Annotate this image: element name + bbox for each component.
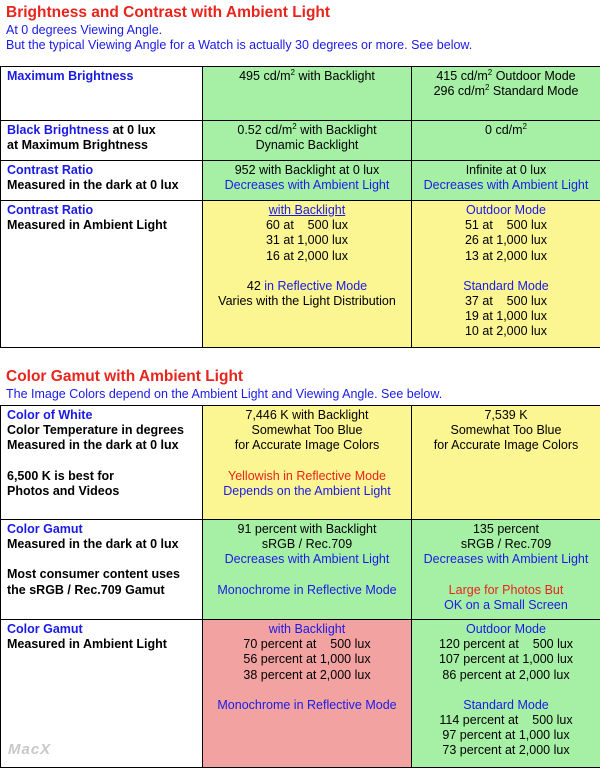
cell-gamut-dark-other xyxy=(412,520,600,620)
cell-line: Monochrome in Reflective Mode xyxy=(217,697,397,712)
cell-line: 86 percent at 2,000 lux xyxy=(442,667,570,682)
section2-title: Color Gamut with Ambient Light xyxy=(6,368,244,385)
cell-line: Decreases with Ambient Light xyxy=(423,552,589,567)
cell-line: Dynamic Backlight xyxy=(255,138,359,153)
cell-line: 56 percent at 1,000 lux xyxy=(243,652,371,667)
cell-line: 70 percent at 500 lux xyxy=(243,637,371,652)
section1-subtitle xyxy=(6,23,472,53)
cell-line: Decreases with Ambient Light xyxy=(423,178,589,193)
cell-line: OK on a Small Screen xyxy=(444,597,568,612)
row-label xyxy=(1,520,203,620)
cell-line: sRGB / Rec.709 xyxy=(460,537,552,552)
cell-line: 495 $cd/m^2$ with Backlight xyxy=(239,68,375,83)
row-label-subtitle: Measured in the dark at 0 lux xyxy=(7,537,179,552)
row-label-subtitle: Measured in the dark at 0 lux xyxy=(7,438,179,453)
cell-line: Somewhat Too Blue xyxy=(450,423,562,438)
cell-header: Outdoor Mode xyxy=(466,622,546,636)
watermark: MacX xyxy=(8,741,52,758)
table-row-gamut-dark xyxy=(1,520,600,620)
cell-contrast-ambient-other xyxy=(412,201,600,348)
cell-gamut-dark-watch xyxy=(203,520,412,620)
cell-max-brightness-other xyxy=(412,67,600,121)
table-row-max-brightness xyxy=(1,67,600,121)
cell-line: 952 with Backlight at 0 lux xyxy=(234,163,380,177)
cell-line: Yellowish in Reflective Mode xyxy=(228,468,386,483)
cell-line: 31 at 1,000 lux xyxy=(265,233,348,248)
color-gamut-table xyxy=(0,405,600,768)
cell-line: 0 $cd/m^2$ xyxy=(485,122,527,137)
table-row-contrast-ambient xyxy=(1,201,600,348)
cell-line: 7,446 K with Backlight xyxy=(245,408,369,422)
row-label-note: the sRGB / Rec.709 Gamut xyxy=(7,582,165,597)
cell-line: 120 percent at 500 lux xyxy=(438,637,574,652)
section1-subtitle-line: At 0 degrees Viewing Angle. xyxy=(6,23,163,37)
row-label-subtitle: Measured in the dark at 0 lux xyxy=(7,178,179,193)
cell-line: 10 at 2,000 lux xyxy=(464,324,547,339)
cell-line: 38 percent at 2,000 lux xyxy=(243,667,371,682)
cell-line: 19 at 1,000 lux xyxy=(464,309,547,324)
cell-line: 415 $cd/m^2$ Outdoor Mode xyxy=(436,68,576,83)
cell-max-brightness-watch xyxy=(203,67,412,121)
cell-header: with Backlight xyxy=(268,203,346,217)
cell-line: 26 at 1,000 lux xyxy=(464,233,547,248)
row-label xyxy=(1,201,203,348)
row-label-title: Maximum Brightness xyxy=(7,69,134,83)
cell-line: Decreases with Ambient Light xyxy=(224,552,390,567)
row-label xyxy=(1,121,203,161)
cell-color-white-other xyxy=(412,406,600,520)
cell-line: Somewhat Too Blue xyxy=(251,423,363,438)
section1-subtitle-line: But the typical Viewing Angle for a Watch is actually 30 degrees or more. See below. xyxy=(6,38,473,52)
row-label-title: Color Gamut xyxy=(7,522,83,536)
cell-header: with Backlight xyxy=(268,622,346,636)
cell-line: 51 at 500 lux xyxy=(464,218,547,233)
cell-contrast-dark-other xyxy=(412,161,600,201)
cell-line: 107 percent at 1,000 lux xyxy=(438,652,574,667)
cell-line: for Accurate Image Colors xyxy=(433,438,579,453)
cell-line: 135 percent xyxy=(472,522,540,536)
cell-line: Decreases with Ambient Light xyxy=(224,178,390,193)
row-label-note: Photos and Videos xyxy=(7,483,120,498)
section2-subtitle xyxy=(6,387,442,402)
row-label-title: Black Brightness at 0 lux xyxy=(7,123,156,137)
cell-line: 296 $cd/m^2$ Standard Mode xyxy=(433,83,579,99)
section1-title: Brightness and Contrast with Ambient Light xyxy=(6,4,331,21)
row-label-note: 6,500 K is best for xyxy=(7,468,114,483)
cell-line: 91 percent with Backlight xyxy=(237,522,377,536)
cell-contrast-dark-watch xyxy=(203,161,412,201)
cell-line: 13 at 2,000 lux xyxy=(464,248,547,263)
cell-black-brightness-watch xyxy=(203,121,412,161)
cell-line: Large for Photos But xyxy=(448,582,564,597)
row-label-subtitle: at Maximum Brightness xyxy=(7,138,149,153)
cell-color-white-watch xyxy=(203,406,412,520)
cell-contrast-ambient-watch xyxy=(203,201,412,348)
cell-line: 42 in Reflective Mode xyxy=(246,278,368,293)
table-row-gamut-ambient xyxy=(1,620,600,768)
cell-header: Outdoor Mode xyxy=(466,203,546,217)
row-label-note: Most consumer content uses xyxy=(7,567,180,582)
row-label-title: Color of White xyxy=(7,408,93,422)
row-label-subtitle: Color Temperature in degrees xyxy=(7,423,184,438)
row-label-subtitle: Measured in Ambient Light xyxy=(7,218,167,233)
cell-gamut-ambient-other xyxy=(412,620,600,768)
cell-line: 37 at 500 lux xyxy=(464,294,547,309)
cell-line: 114 percent at 500 lux xyxy=(439,713,573,728)
cell-line: for Accurate Image Colors xyxy=(234,438,380,453)
table-row-contrast-dark xyxy=(1,161,600,201)
cell-line: Monochrome in Reflective Mode xyxy=(217,582,397,597)
cell-black-brightness-other xyxy=(412,121,600,161)
cell-line: 60 at 500 lux xyxy=(265,218,348,233)
cell-line: 16 at 2,000 lux xyxy=(265,248,348,263)
brightness-contrast-table xyxy=(0,66,600,348)
cell-line: Depends on the Ambient Light xyxy=(223,483,391,498)
cell-header: Standard Mode xyxy=(463,278,549,293)
cell-line: Varies with the Light Distribution xyxy=(218,294,396,309)
cell-gamut-ambient-watch xyxy=(203,620,412,768)
cell-line: 0.52 $cd/m^2$ with Backlight xyxy=(237,122,377,137)
cell-line: Infinite at 0 lux xyxy=(465,163,547,177)
cell-header: Standard Mode xyxy=(463,697,549,712)
row-label-title: Contrast Ratio xyxy=(7,203,94,217)
row-label-subtitle: Measured in Ambient Light xyxy=(7,637,167,652)
section2-subtitle-line: The Image Colors depend on the Ambient Light and Viewing Angle. See below. xyxy=(6,387,443,401)
row-label-title: Color Gamut xyxy=(7,622,83,636)
table-row-color-white xyxy=(1,406,600,520)
row-label xyxy=(1,67,203,121)
table-row-black-brightness xyxy=(1,121,600,161)
cell-line: sRGB / Rec.709 xyxy=(261,537,353,552)
row-label-title: Contrast Ratio xyxy=(7,163,94,177)
cell-line: 7,539 K xyxy=(484,408,528,422)
cell-line: 73 percent at 2,000 lux xyxy=(442,743,570,758)
row-label xyxy=(1,406,203,520)
row-label xyxy=(1,161,203,201)
cell-line: 97 percent at 1,000 lux xyxy=(442,728,570,743)
